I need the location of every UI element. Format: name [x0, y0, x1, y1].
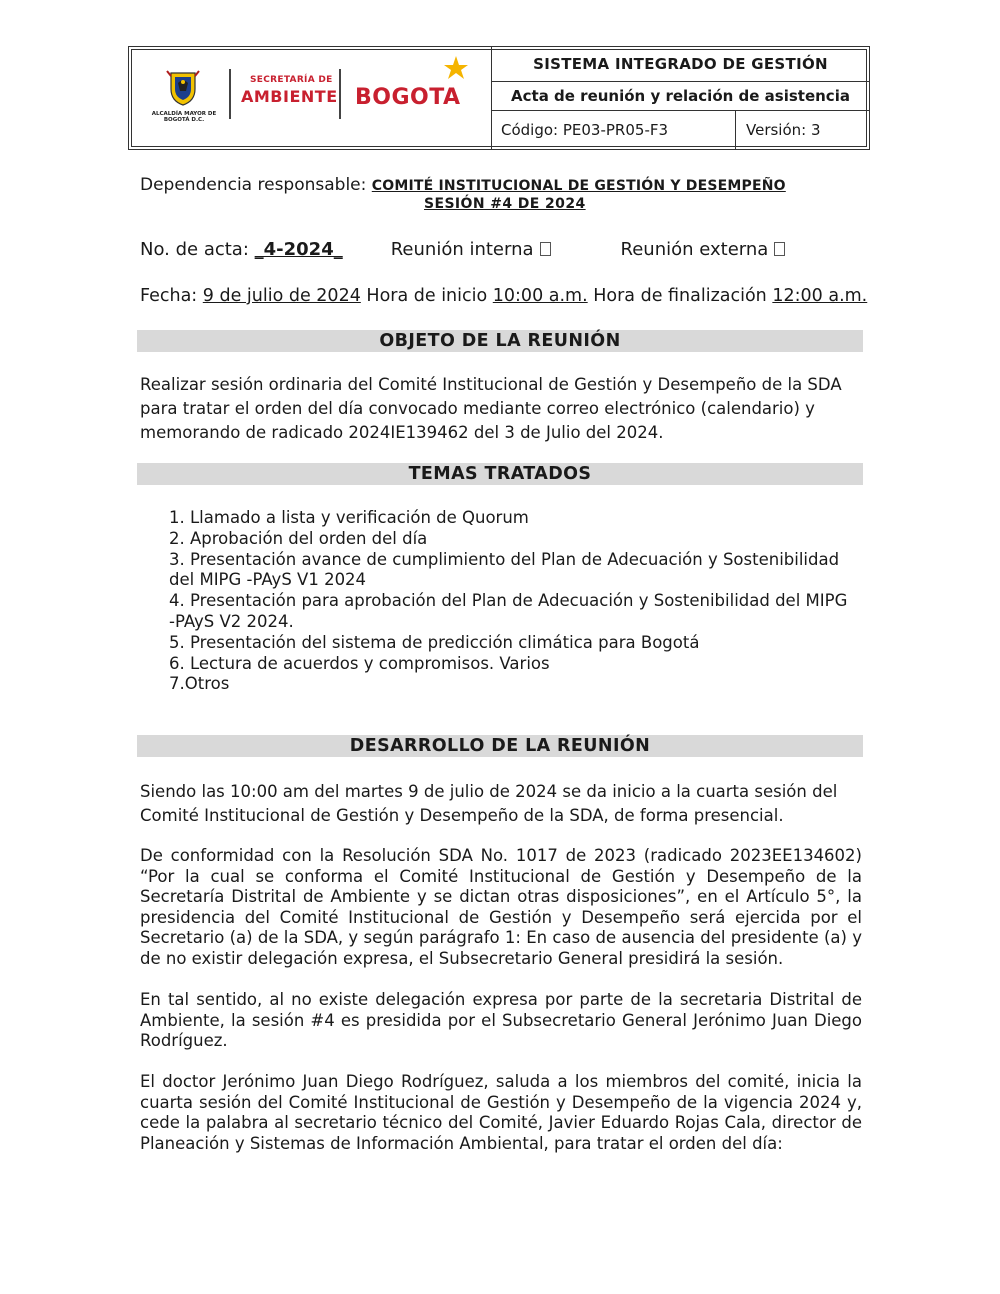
list-item: 4. Presentación para aprobación del Plan de Adecuación y Sostenibilidad del MIPG -PAyS V2 2024.	[169, 591, 848, 631]
document-version: Versión: 3	[746, 121, 821, 139]
list-item: 1. Llamado a lista y verificación de Quorum	[169, 508, 529, 527]
list-item: 5. Presentación del sistema de predicción climática para Bogotá	[169, 632, 700, 652]
list-item: 7.Otros	[169, 674, 230, 694]
reunion-externa-option[interactable]	[621, 239, 786, 260]
acta-line	[140, 239, 785, 260]
reunion-interna-label: Reunión interna	[390, 239, 534, 260]
acta-label: No. de acta:	[140, 239, 255, 260]
document-code: Código: PE03-PR05-F3	[492, 111, 736, 149]
bogota-coat-of-arms-icon	[163, 67, 203, 107]
hora-inicio-label: Hora de inicio	[360, 286, 493, 306]
dependencia-value: COMITÉ INSTITUCIONAL DE GESTIÓN Y DESEMPEÑO	[371, 178, 786, 194]
logos	[149, 61, 479, 137]
desarrollo-paragraph: El doctor Jerónimo Juan Diego Rodríguez, saluda a los miembros del comité, inicia la cuarta sesión del Comité Institucional de Gestión y Desempeño de la vigencia 2024 y, cede la palabra al secretario técnico del Comité, Javier Eduardo Rojas Cala, director de Planeación y Sistemas de Información Ambiental, para tratar el orden del día:	[140, 1072, 862, 1153]
code-version-row	[492, 111, 869, 149]
reunion-interna-option[interactable]	[391, 239, 551, 260]
document-title: Acta de reunión y relación de asistencia	[492, 82, 869, 111]
temas-list	[169, 508, 849, 695]
bogota-logo-text: BOGOTA	[355, 85, 461, 110]
reunion-externa-checkbox[interactable]	[774, 242, 785, 256]
logo-cell	[129, 47, 492, 149]
dependencia-session: SESIÓN #4 DE 2024	[424, 196, 586, 212]
section-heading-desarrollo: DESARROLLO DE LA REUNIÓN	[137, 735, 863, 757]
desarrollo-paragraph: De conformidad con la Resolución SDA No. 1017 de 2023 (radicado 2023EE134602) “Por la cual se conforma el Comité Institucional de Gestión y Desempeño de la Secretaría Distrital de Ambiente y se dictan otras disposiciones”, en el Artículo 5°, la presidencia del Comité Institucional de Gestión y Desempeño será ejercida por el Secretario (a) de la SDA, y según parágrafo 1: En caso de ausencia del presidente (a) y de no existir delegación expresa, el Subsecretario General presidirá la sesión.	[140, 846, 862, 968]
secretaria-ambiente-label: AMBIENTE	[241, 87, 338, 106]
objeto-text: Realizar sesión ordinaria del Comité Institucional de Gestión y Desempeño de la SDA para tratar el orden del día convocado mediante correo electrónico (calendario) y memorando de radicado 2024IE139462 del 3 de Julio del 2024.	[140, 375, 842, 442]
dependencia-label: Dependencia responsable:	[140, 175, 372, 195]
list-item: 2. Aprobación del orden del día	[169, 528, 428, 548]
section-heading-objeto: OBJETO DE LA REUNIÓN	[137, 330, 863, 352]
list-item: 6. Lectura de acuerdos y compromisos. Varios	[169, 653, 550, 673]
reunion-externa-label: Reunión externa	[620, 239, 769, 260]
dependencia-line	[140, 175, 786, 195]
fecha-label: Fecha:	[140, 286, 203, 306]
system-title: SISTEMA INTEGRADO DE GESTIÓN	[492, 47, 869, 82]
secretaria-small-label: SECRETARÍA DE	[250, 75, 333, 85]
alcaldia-label: ALCALDÍA MAYOR DE BOGOTÁ D.C.	[151, 111, 217, 123]
reunion-interna-checkbox[interactable]	[540, 242, 551, 256]
fecha-value: 9 de julio de 2024	[202, 286, 361, 306]
logo-divider	[339, 69, 341, 119]
acta-number: _4-2024_	[254, 239, 343, 260]
hora-fin-value: 12:00 a.m.	[772, 286, 868, 306]
document-header-table	[128, 46, 870, 150]
star-icon	[443, 55, 469, 81]
hora-inicio-value: 10:00 a.m.	[492, 286, 588, 306]
desarrollo-paragraph: En tal sentido, al no existe delegación expresa por parte de la secretaria Distrital de Ambiente, la sesión #4 es presidida por el Subsecretario General Jerónimo Juan Diego Rodríguez.	[140, 990, 862, 1050]
logo-divider	[229, 69, 231, 119]
list-item: 3. Presentación avance de cumplimiento del Plan de Adecuación y Sostenibilidad del MIPG -PAyS V1 2024	[169, 549, 840, 590]
hora-fin-label: Hora de finalización	[587, 286, 773, 306]
fecha-line	[140, 286, 867, 306]
desarrollo-paragraph: Siendo las 10:00 am del martes 9 de julio de 2024 se da inicio a la cuarta sesión del Comité Institucional de Gestión y Desempeño de la SDA, de forma presencial.	[140, 782, 838, 825]
section-heading-temas: TEMAS TRATADOS	[137, 463, 863, 485]
